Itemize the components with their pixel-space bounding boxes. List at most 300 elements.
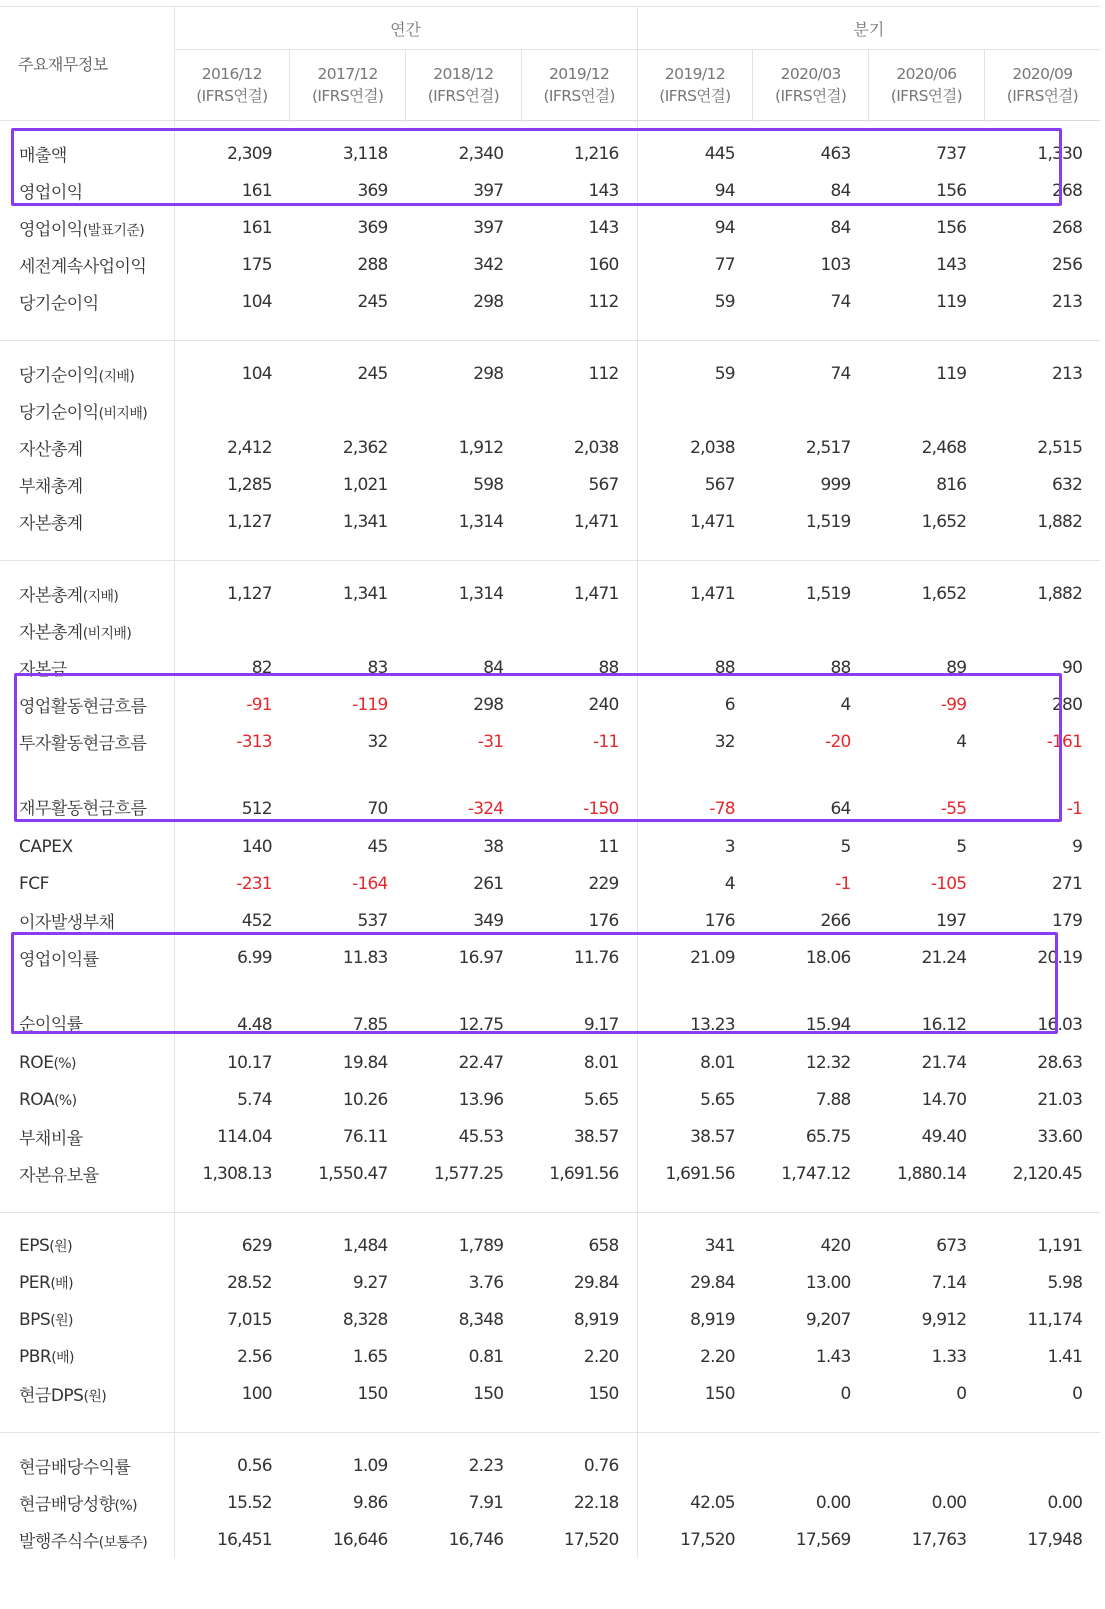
row-label-text: 자산총계 <box>19 440 83 460</box>
table-row <box>0 1521 1100 1558</box>
value-cell <box>174 612 290 649</box>
value-cell: 11,174 <box>1027 1309 1083 1330</box>
value-cell: 7.85 <box>352 1015 388 1035</box>
value-cell: 10.26 <box>342 1089 388 1110</box>
value-cell: 11.76 <box>521 939 637 976</box>
value-cell: 5.65 <box>700 1089 735 1110</box>
value-cell: 18.06 <box>805 947 851 968</box>
row-label <box>0 172 174 209</box>
row-label-suffix: (%) <box>54 1092 77 1109</box>
value-cell: 1,652 <box>921 583 967 604</box>
value-cell: 15.94 <box>805 1015 851 1035</box>
period-header <box>174 50 290 121</box>
row-label <box>0 828 174 865</box>
value-cell: 9.17 <box>521 976 637 1044</box>
value-cell: 266 <box>820 910 851 931</box>
value-cell: 28.63 <box>1037 1052 1083 1073</box>
value-cell: 2,038 <box>521 429 637 466</box>
row-spacer <box>0 320 1100 341</box>
annual-group-header: 연간 <box>174 7 637 50</box>
table-row <box>0 503 1100 540</box>
value-cell: 150 <box>357 1383 388 1404</box>
period-basis: (IFRS연결) <box>196 87 268 105</box>
row-label-suffix: (원) <box>49 1238 72 1255</box>
table-row <box>0 649 1100 686</box>
row-label-text: 영업이익률 <box>19 950 99 970</box>
value-cell: 150 <box>704 1383 735 1404</box>
value-cell: 88 <box>714 657 735 678</box>
value-cell: 90 <box>1062 657 1083 678</box>
value-cell: 38.57 <box>521 1118 637 1155</box>
value-cell: 240 <box>521 686 637 723</box>
value-cell: 213 <box>1052 363 1083 384</box>
row-label <box>0 612 174 649</box>
value-cell: 38.57 <box>690 1126 735 1147</box>
value-cell: 288 <box>357 254 388 275</box>
table-row <box>0 939 1100 976</box>
value-cell: 33.60 <box>1037 1126 1083 1147</box>
value-cell: 2,120.45 <box>1012 1163 1083 1184</box>
value-cell: 0.00 <box>1047 1492 1083 1513</box>
row-label-text: ROA <box>19 1089 55 1110</box>
value-cell: 59 <box>714 291 735 312</box>
value-cell: 2,362 <box>342 437 388 458</box>
value-cell: -231 <box>236 873 272 894</box>
table-header <box>0 7 1100 121</box>
table-row <box>0 1155 1100 1192</box>
value-cell: 17,569 <box>795 1529 851 1550</box>
value-cell: 229 <box>521 865 637 902</box>
value-cell: 1,471 <box>521 575 637 612</box>
financial-table <box>0 6 1100 1558</box>
value-cell: 7,015 <box>227 1309 272 1330</box>
value-cell: 11.83 <box>342 947 388 968</box>
value-cell: 1,747.12 <box>781 1163 851 1184</box>
value-cell: 65.75 <box>805 1126 851 1147</box>
value-cell: 112 <box>521 283 637 320</box>
row-label-text: 영업이익 <box>19 220 83 240</box>
row-label-text: 순이익률 <box>19 1015 83 1035</box>
value-cell: 2,309 <box>227 143 272 164</box>
period-date: 2020/03 <box>780 65 841 83</box>
value-cell: 13.00 <box>805 1272 851 1293</box>
value-cell: 9,207 <box>805 1309 851 1330</box>
value-cell <box>984 1447 1100 1484</box>
table-row <box>0 865 1100 902</box>
value-cell: 2.20 <box>521 1338 637 1375</box>
value-cell: 16,451 <box>217 1529 272 1550</box>
row-label-suffix: (비지배) <box>98 406 148 422</box>
row-label-text: 자본총계 <box>19 514 83 534</box>
value-cell: 245 <box>357 363 388 384</box>
value-cell: 12.32 <box>805 1052 851 1073</box>
table-row <box>0 686 1100 723</box>
value-cell: 74 <box>830 363 851 384</box>
value-cell: 84 <box>830 180 851 201</box>
table-row <box>0 902 1100 939</box>
value-cell: 1,216 <box>521 135 637 172</box>
value-cell: 369 <box>357 217 388 238</box>
period-header <box>869 50 985 121</box>
value-cell <box>869 1447 985 1484</box>
value-cell: 17,948 <box>1027 1529 1083 1550</box>
value-cell: 143 <box>521 172 637 209</box>
value-cell: 1,341 <box>342 583 388 604</box>
value-cell: 999 <box>820 474 851 495</box>
row-label <box>0 976 174 1044</box>
value-cell: 2,515 <box>1037 437 1083 458</box>
value-cell: 298 <box>473 694 504 715</box>
value-cell: -20 <box>825 731 851 752</box>
row-spacer <box>0 561 1100 576</box>
value-cell: 6.99 <box>237 947 272 968</box>
row-label-text: 발행주식수 <box>19 1532 99 1552</box>
value-cell: 2,517 <box>805 437 851 458</box>
value-cell: 1,789 <box>458 1235 504 1256</box>
row-label <box>0 649 174 686</box>
row-label-text: PBR <box>19 1346 52 1367</box>
value-cell: 245 <box>357 291 388 312</box>
value-cell: 1,021 <box>342 474 388 495</box>
value-cell <box>984 612 1100 649</box>
value-cell: 2.23 <box>468 1455 504 1476</box>
value-cell: 1.41 <box>1047 1346 1083 1367</box>
row-spacer <box>0 341 1100 356</box>
value-cell: 280 <box>1052 694 1083 715</box>
value-cell: 1,314 <box>458 511 504 532</box>
value-cell: 8,348 <box>458 1309 504 1330</box>
value-cell: 42.05 <box>690 1492 735 1513</box>
value-cell: 0 <box>840 1383 851 1404</box>
value-cell: 3 <box>724 836 735 857</box>
value-cell: 8.01 <box>700 1052 735 1073</box>
value-cell: 1,471 <box>521 503 637 540</box>
table-row <box>0 976 1100 1044</box>
row-label-text: 자본총계 <box>19 586 83 606</box>
value-cell: 100 <box>241 1383 272 1404</box>
value-cell <box>637 612 753 649</box>
row-label-text: 영업이익 <box>19 183 83 203</box>
row-label <box>0 1081 174 1118</box>
value-cell: 445 <box>704 143 735 164</box>
row-label-suffix: (원) <box>50 1312 73 1329</box>
value-cell: 21.24 <box>921 947 967 968</box>
value-cell: 9.27 <box>352 1272 388 1293</box>
value-cell: 1,880.14 <box>896 1163 967 1184</box>
value-cell: 3,118 <box>342 143 388 164</box>
value-cell: 213 <box>1052 291 1083 312</box>
row-label-suffix: (원) <box>83 1389 107 1405</box>
row-label-text: 부채비율 <box>19 1129 83 1149</box>
value-cell: 397 <box>473 180 504 201</box>
value-cell: 1,912 <box>458 437 504 458</box>
value-cell: 112 <box>521 355 637 392</box>
value-cell: 737 <box>936 143 967 164</box>
value-cell: 84 <box>483 657 504 678</box>
period-header <box>984 50 1100 121</box>
value-cell: 567 <box>521 466 637 503</box>
value-cell: -31 <box>477 731 504 752</box>
table-row <box>0 723 1100 760</box>
value-cell: 16.97 <box>458 947 504 968</box>
value-cell: 268 <box>1052 180 1083 201</box>
table-row <box>0 575 1100 612</box>
table-row <box>0 612 1100 649</box>
period-basis: (IFRS연결) <box>890 87 963 105</box>
value-cell: 0 <box>1072 1383 1083 1404</box>
table-row <box>0 429 1100 466</box>
value-cell: 1,127 <box>227 583 272 604</box>
value-cell <box>753 612 869 649</box>
row-label-text: 재무활동현금흐름 <box>19 799 147 819</box>
value-cell <box>290 392 406 429</box>
value-cell: 89 <box>946 657 967 678</box>
value-cell: 28.52 <box>227 1272 272 1293</box>
value-cell: 5.98 <box>1047 1272 1083 1293</box>
value-cell: 143 <box>936 254 967 275</box>
table-row <box>0 466 1100 503</box>
value-cell <box>637 392 753 429</box>
value-cell: 32 <box>714 731 735 752</box>
period-basis: (IFRS연결) <box>775 87 847 105</box>
value-cell: 0.00 <box>815 1492 851 1513</box>
value-cell: 10.17 <box>227 1052 272 1073</box>
row-spacer <box>0 1433 1100 1448</box>
row-label-text: 이자발생부채 <box>19 913 115 933</box>
value-cell: 156 <box>936 180 967 201</box>
value-cell: 420 <box>820 1235 851 1256</box>
value-cell: 22.47 <box>458 1052 504 1073</box>
value-cell <box>753 392 869 429</box>
row-label-text: 투자활동현금흐름 <box>19 734 147 754</box>
value-cell <box>521 392 637 429</box>
value-cell: 88 <box>830 657 851 678</box>
row-label <box>0 503 174 540</box>
value-cell: 160 <box>521 246 637 283</box>
value-cell: 261 <box>473 873 504 894</box>
value-cell <box>869 612 985 649</box>
row-label-text: 현금배당성향 <box>19 1495 115 1515</box>
table-row <box>0 828 1100 865</box>
value-cell: 13.96 <box>458 1089 504 1110</box>
period-basis: (IFRS연결) <box>427 87 500 105</box>
value-cell: 1.43 <box>815 1346 851 1367</box>
value-cell: 77 <box>714 254 735 275</box>
row-label-text: 당기순이익 <box>19 403 99 423</box>
table-row <box>0 1375 1100 1412</box>
value-cell: -313 <box>236 731 272 752</box>
value-cell: 104 <box>241 363 272 384</box>
period-basis: (IFRS연결) <box>311 87 384 105</box>
value-cell: 8.01 <box>521 1044 637 1081</box>
value-cell: 114.04 <box>217 1126 272 1147</box>
value-cell: 658 <box>521 1227 637 1264</box>
period-date: 2017/12 <box>317 65 378 83</box>
row-label <box>0 723 174 760</box>
value-cell: 342 <box>473 254 504 275</box>
row-label <box>0 1044 174 1081</box>
value-cell: 59 <box>714 363 735 384</box>
value-cell: 1,577.25 <box>433 1163 504 1184</box>
value-cell: 17,763 <box>911 1529 967 1550</box>
value-cell: 1,484 <box>342 1235 388 1256</box>
period-date: 2018/12 <box>433 65 494 83</box>
row-label <box>0 902 174 939</box>
value-cell: 8,328 <box>342 1309 388 1330</box>
value-cell: -11 <box>521 723 637 760</box>
value-cell: 598 <box>473 474 504 495</box>
row-label <box>0 686 174 723</box>
value-cell: 8,919 <box>690 1309 735 1330</box>
value-cell: 369 <box>357 180 388 201</box>
value-cell: 7.14 <box>931 1272 967 1293</box>
value-cell: 0.00 <box>931 1492 967 1513</box>
row-label <box>0 1118 174 1155</box>
value-cell: 20.19 <box>1037 947 1083 968</box>
value-cell: 567 <box>704 474 735 495</box>
row-label <box>0 939 174 976</box>
value-cell: 21.09 <box>690 947 735 968</box>
value-cell: 70 <box>367 799 388 819</box>
value-cell: 0.76 <box>521 1447 637 1484</box>
value-cell: 0.56 <box>237 1455 272 1476</box>
value-cell: -1 <box>1066 799 1083 819</box>
period-header <box>290 50 406 121</box>
value-cell: 673 <box>936 1235 967 1256</box>
table-body <box>0 121 1100 1559</box>
value-cell: 1.33 <box>931 1346 967 1367</box>
value-cell: -1 <box>835 873 851 894</box>
value-cell: 463 <box>820 143 851 164</box>
value-cell: 537 <box>357 910 388 931</box>
value-cell: 512 <box>241 799 272 819</box>
value-cell: 88 <box>521 649 637 686</box>
value-cell: 176 <box>521 902 637 939</box>
value-cell: 11 <box>521 828 637 865</box>
row-label <box>0 1521 174 1558</box>
value-cell: 4.48 <box>237 1015 272 1035</box>
row-spacer <box>0 1213 1100 1228</box>
row-label-suffix: (배) <box>51 1349 74 1366</box>
value-cell: 8,919 <box>521 1301 637 1338</box>
period-date: 2016/12 <box>201 65 262 83</box>
value-cell: 1.09 <box>352 1455 388 1476</box>
row-label-text: 부채총계 <box>19 477 83 497</box>
value-cell: 7.91 <box>468 1492 504 1513</box>
value-cell: 1,308.13 <box>202 1163 272 1184</box>
value-cell: 150 <box>521 1375 637 1412</box>
value-cell: 29.84 <box>521 1264 637 1301</box>
row-label <box>0 283 174 320</box>
value-cell: 9 <box>1072 836 1083 857</box>
value-cell: 49.40 <box>921 1126 967 1147</box>
value-cell <box>984 392 1100 429</box>
row-label <box>0 466 174 503</box>
row-label-suffix: (%) <box>53 1055 76 1072</box>
row-spacer <box>0 540 1100 561</box>
value-cell: -91 <box>246 694 272 715</box>
table-row <box>0 209 1100 246</box>
value-cell: 5.74 <box>237 1089 272 1110</box>
row-label <box>0 429 174 466</box>
row-label <box>0 1484 174 1521</box>
value-cell: 17,520 <box>680 1529 735 1550</box>
value-cell: 1,519 <box>805 583 851 604</box>
value-cell: 29.84 <box>690 1272 735 1293</box>
value-cell: 5 <box>956 836 967 857</box>
value-cell: 32 <box>367 731 388 752</box>
row-label-text: 자본총계 <box>19 623 83 643</box>
row-label <box>0 760 174 828</box>
value-cell: -55 <box>940 799 967 819</box>
value-cell: 94 <box>714 180 735 201</box>
period-header <box>406 50 522 121</box>
value-cell: 298 <box>473 291 504 312</box>
value-cell <box>174 392 290 429</box>
value-cell: 94 <box>714 217 735 238</box>
value-cell: 3.76 <box>468 1272 504 1293</box>
value-cell: -150 <box>521 760 637 828</box>
value-cell: 15.52 <box>227 1492 272 1513</box>
row-label <box>0 865 174 902</box>
value-cell: 103 <box>820 254 851 275</box>
row-label <box>0 1375 174 1412</box>
value-cell: 22.18 <box>521 1484 637 1521</box>
row-label-text: 현금배당수익률 <box>19 1458 131 1478</box>
period-basis: (IFRS연결) <box>543 87 615 105</box>
value-cell: 1,652 <box>921 511 967 532</box>
row-label-text: 매출액 <box>19 146 67 166</box>
value-cell: 21.74 <box>921 1052 967 1073</box>
value-cell: 5.65 <box>521 1081 637 1118</box>
value-cell: 1,191 <box>1037 1235 1083 1256</box>
value-cell: 349 <box>473 910 504 931</box>
table-row <box>0 1301 1100 1338</box>
value-cell <box>637 1447 753 1484</box>
period-date: 2020/06 <box>896 65 957 83</box>
row-label-suffix: (지배) <box>98 369 135 385</box>
row-label <box>0 1338 174 1375</box>
value-cell: 64 <box>830 799 851 819</box>
value-cell: 7.88 <box>815 1089 851 1110</box>
row-label <box>0 1155 174 1192</box>
row-label-suffix: (보통주) <box>98 1535 148 1551</box>
row-label-text: EPS <box>19 1235 50 1256</box>
value-cell: 156 <box>936 217 967 238</box>
value-cell: 1,550.47 <box>318 1163 388 1184</box>
value-cell: 84 <box>830 217 851 238</box>
value-cell: 45.53 <box>458 1126 504 1147</box>
value-cell <box>869 392 985 429</box>
table-row <box>0 1044 1100 1081</box>
value-cell: 74 <box>830 291 851 312</box>
value-cell: 161 <box>241 180 272 201</box>
period-basis: (IFRS연결) <box>659 87 731 105</box>
value-cell: 2,340 <box>458 143 504 164</box>
value-cell: 9,912 <box>921 1309 967 1330</box>
value-cell: 176 <box>704 910 735 931</box>
value-cell: 1,471 <box>690 583 735 604</box>
period-basis: (IFRS연결) <box>1006 87 1079 105</box>
value-cell: 175 <box>241 254 272 275</box>
value-cell: -99 <box>940 694 967 715</box>
row-label-suffix: (배) <box>50 1275 73 1292</box>
row-label-text: FCF <box>19 873 49 894</box>
value-cell: 119 <box>936 363 967 384</box>
value-cell: 0.81 <box>468 1346 504 1367</box>
period-date: 2020/09 <box>1012 65 1073 83</box>
value-cell: -119 <box>352 694 388 715</box>
